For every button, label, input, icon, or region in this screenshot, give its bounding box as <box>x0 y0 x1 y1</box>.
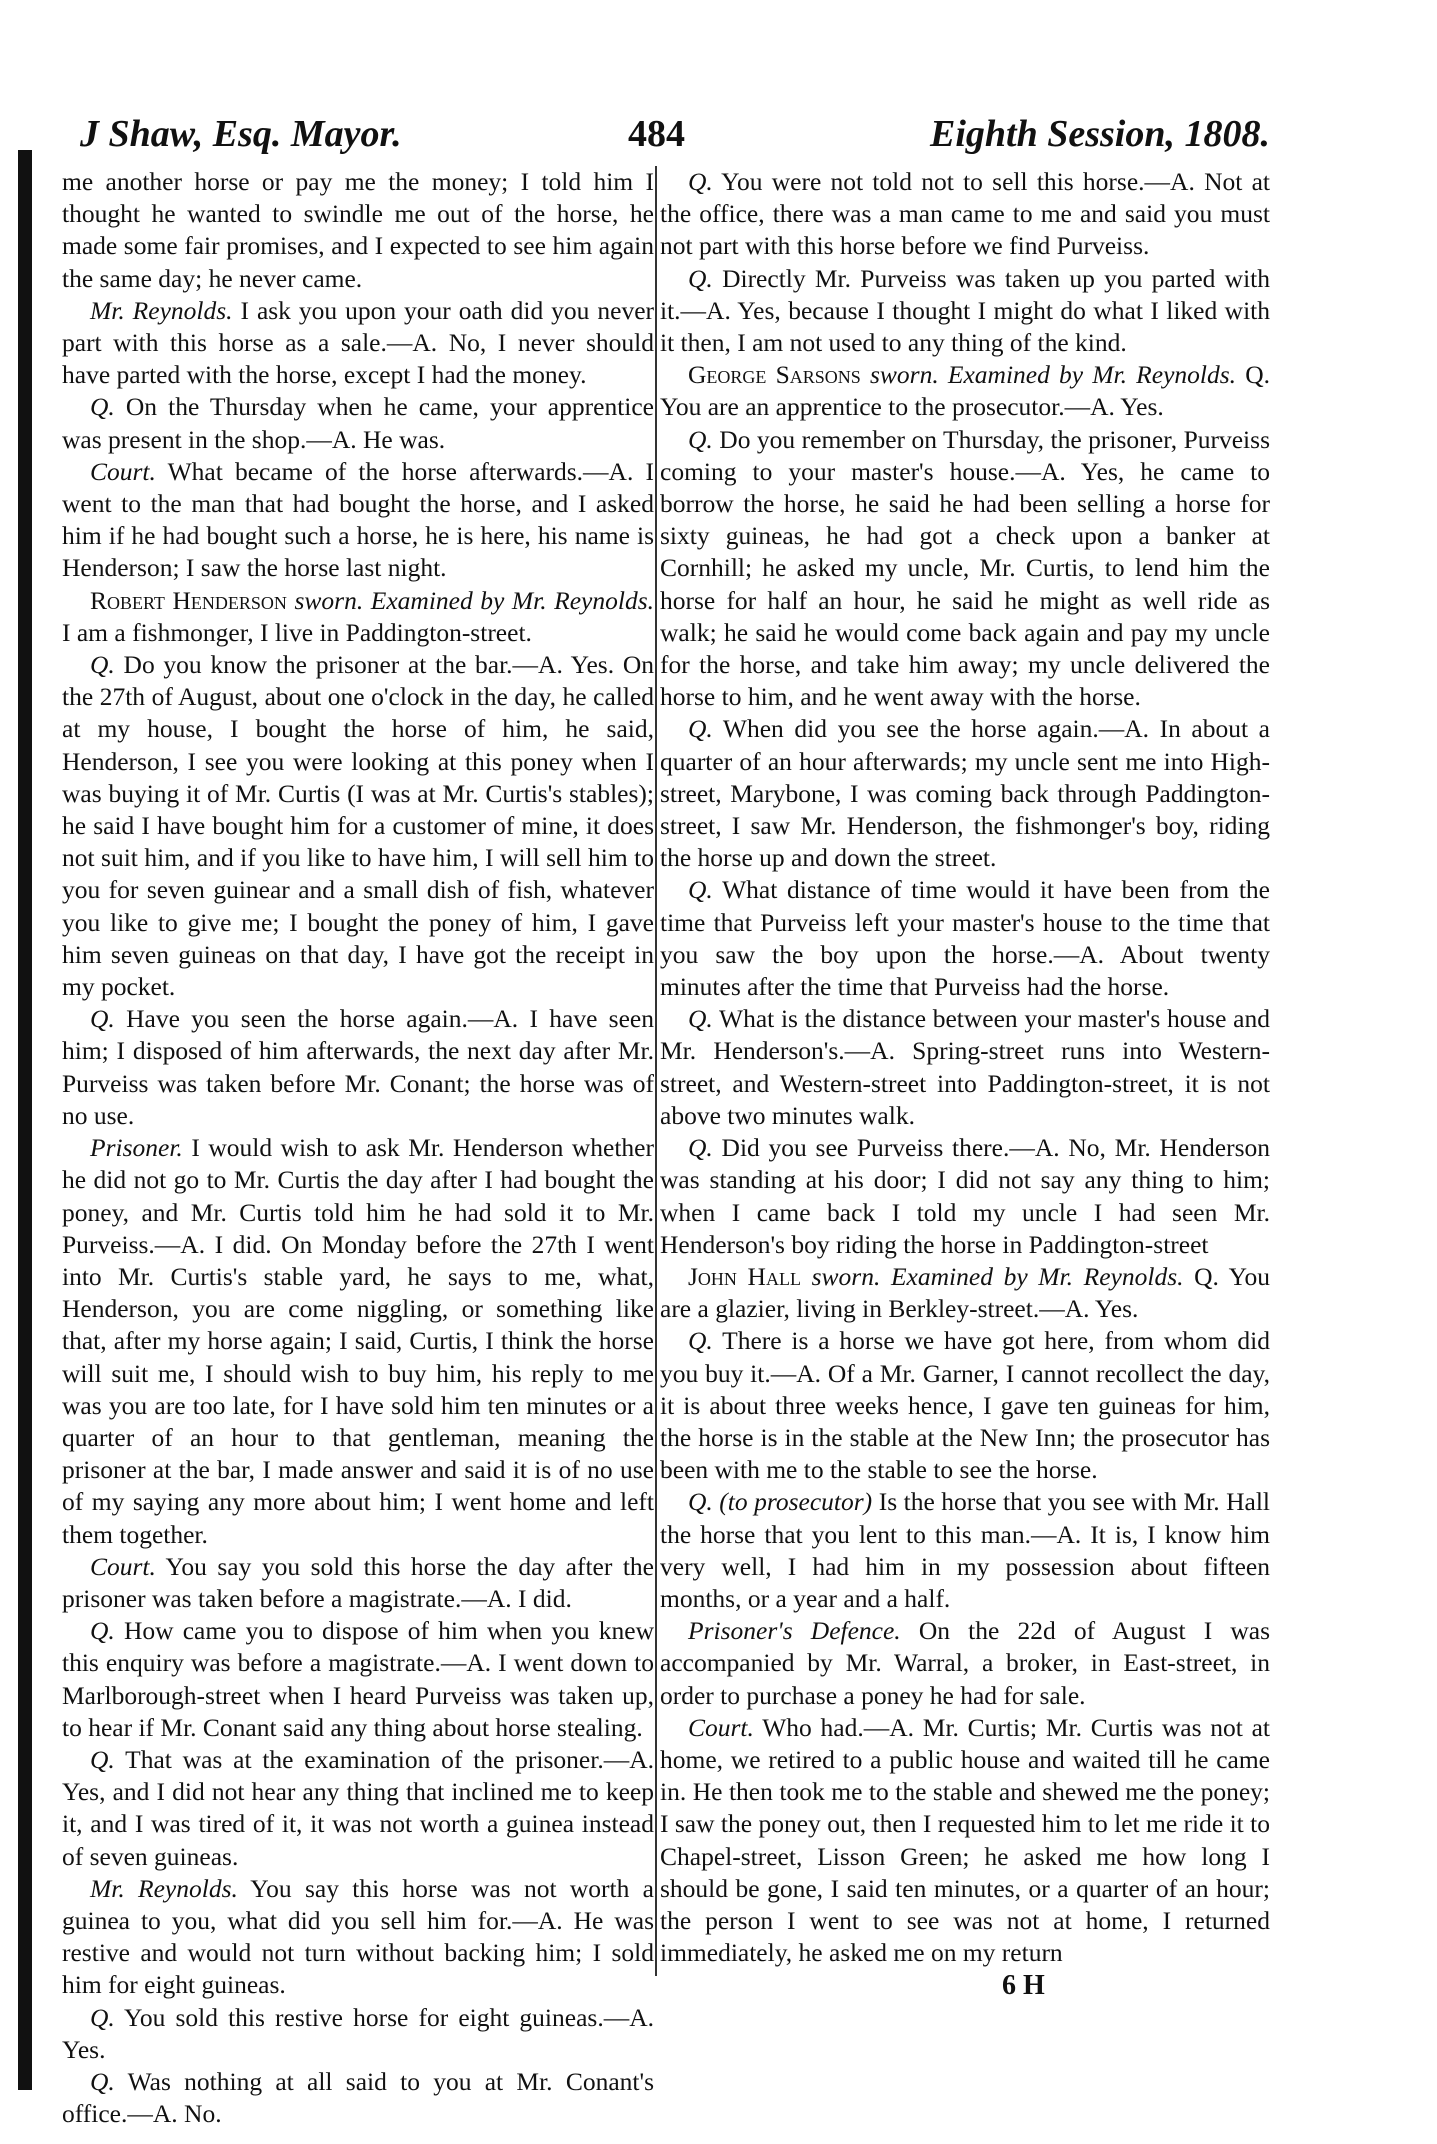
speaker-label: Q. <box>90 1744 115 1774</box>
speaker-label: Q. <box>688 1133 713 1163</box>
sworn-label: sworn. <box>860 360 939 390</box>
paragraph-text: Directly Mr. Purveiss was taken up you parted with it.—A. Yes, because I thought I might do what I liked with it then, I am not used to any thing of the kind. <box>660 263 1270 358</box>
left-column <box>62 166 654 2130</box>
speaker-label: Q. <box>688 263 713 293</box>
running-header <box>80 112 1270 162</box>
paragraph <box>62 391 654 455</box>
speaker-label: Q. <box>90 2002 115 2032</box>
signature-mark: 6 H <box>1002 1970 1045 2001</box>
paragraph <box>62 2002 654 2066</box>
paragraph-text: There is a horse we have got here, from whom did you buy it.—A. Of a Mr. Garner, I cannot recollect the day, it is about three weeks hence, I gave ten guineas for him, the horse is in the stable at the New Inn; the prosecutor has been with me to the stable to see the horse. <box>660 1326 1270 1485</box>
paragraph <box>62 1873 654 2002</box>
paragraph-text: I am a fishmonger, I live in Paddington-street. <box>62 617 532 647</box>
paragraph <box>660 874 1270 1003</box>
paragraph-text: Do you remember on Thursday, the prisoner, Purveiss coming to your master's house.—A. Yes, he came to borrow the horse, he said he had been selling a horse for sixty guineas, he had got a check upon a banker at Cornhill; he asked my uncle, Mr. Curtis, to lend him the horse for half an hour, he said he might as well ride as walk; he said he would come back again and pay my uncle for the horse, and take him away; my uncle delivered the horse to him, and he went away with the horse. <box>660 424 1270 712</box>
speaker-label: Q. <box>688 424 713 454</box>
paragraph-text: You sold this restive horse for eight guineas.—A. Yes. <box>62 2002 654 2064</box>
paragraph <box>660 1132 1270 1261</box>
paragraph <box>62 456 654 585</box>
paragraph-text: Do you know the prisoner at the bar.—A. Yes. On the 27th of August, about one o'clock in the day, he called at my house, I bought the horse of him, he said, Henderson, I see you were looking at this poney when I was buying it of Mr. Curtis (I was at Mr. Curtis's stables); he said I have bought him for a customer of mine, it does not suit him, and if you like to have him, I will sell him to you for seven guinear and a small dish of fish, whatever you like to give me; I bought the poney of him, I gave him seven guineas on that day, I have got the receipt in my pocket. <box>62 650 654 1002</box>
examined-by: Examined by Mr. Reynolds. <box>880 1261 1184 1291</box>
paragraph <box>660 1486 1270 1615</box>
paragraph-text: Is the horse that you see with Mr. Hall the horse that you lent to this man.—A. It is, I know him very well, I had him in my possession about fifteen months, or a year and a half. <box>660 1487 1270 1613</box>
speaker-label: Q. <box>688 1004 713 1034</box>
speaker-label: Q. (to prosecutor) <box>688 1487 873 1517</box>
paragraph-text: Q. You are a glazier, living in Berkley-street.—A. Yes. <box>660 1261 1270 1324</box>
column-divider <box>655 166 657 1976</box>
header-right: Eighth Session, 1808. <box>930 113 1270 155</box>
sworn-label: sworn. <box>286 585 364 615</box>
witness-name: George Sarsons <box>688 360 861 390</box>
speaker-label: Prisoner. <box>90 1133 183 1163</box>
paragraph-text: me another horse or pay me the money; I told him I thought he wanted to swindle me out of the horse, he made some fair promises, and I expected to see him again the same day; he never came. <box>62 167 654 293</box>
paragraph-text: What became of the horse afterwards.—A. I went to the man that had bought the horse, and I asked him if he had bought such a horse, he is here, his name is Henderson; I saw the horse last night. <box>62 456 654 583</box>
paragraph <box>62 1003 654 1132</box>
paragraph-text: Was nothing at all said to you at Mr. Conant's office.—A. No. <box>62 2066 654 2129</box>
speaker-label: Court. <box>90 456 156 486</box>
speaker-label: Q. <box>90 650 115 680</box>
sworn-label: sworn. <box>800 1261 881 1291</box>
paragraph <box>62 2066 654 2130</box>
speaker-label: Q. <box>688 714 713 744</box>
paragraph-text: On the Thursday when he came, your apprentice was present in the shop.—A. He was. <box>62 392 654 454</box>
paragraph-text: How came you to dispose of him when you knew this enquiry was before a magistrate.—A. I went down to Marlborough-street when I heard Purveiss was taken up, to hear if Mr. Conant said any thing about horse stealing. <box>62 1616 654 1742</box>
paragraph-text: Q. You are an apprentice to the prosecutor.—A. Yes. <box>660 360 1271 422</box>
speaker-label: Q. <box>90 2066 115 2096</box>
paragraph-text: Who had.—A. Mr. Curtis; Mr. Curtis was not at home, we retired to a public house and waited till he came in. He then took me to the stable and shewed me the poney; I saw the poney out, then I requested him to let me ride it to Chapel-street, Lisson Green; he asked me how long I should be gone, I said ten minutes, or a quarter of an hour; the person I went to see was not at home, I returned immediately, he asked me on my return <box>660 1712 1270 1968</box>
paragraph-text: You were not told not to sell this horse.—A. Not at the office, there was a man came to me and said you must not part with this horse before we find Purveiss. <box>660 167 1270 261</box>
speaker-label: Q. <box>688 1326 713 1356</box>
paragraph <box>660 713 1270 874</box>
paragraph <box>660 359 1270 423</box>
paragraph-text: When did you see the horse again.—A. In about a quarter of an hour afterwards; my uncle sent me into High-street, Marybone, I was coming back through Paddington-street, I saw Mr. Henderson, the fishmonger's boy, riding the horse up and down the street. <box>660 714 1270 873</box>
right-column <box>660 166 1270 1969</box>
speaker-label: Court. <box>688 1712 754 1742</box>
paragraph-text: Have you seen the horse again.—A. I have seen him; I disposed of him afterwards, the next day after Mr. Purveiss was taken before Mr. Conant; the horse was of no use. <box>62 1004 654 1130</box>
paragraph-text: You say you sold this horse the day after the prisoner was taken before a magistrate.—A. I did. <box>62 1551 654 1613</box>
witness-name: John Hall <box>688 1261 801 1291</box>
paragraph <box>62 1744 654 1873</box>
paragraph <box>660 1615 1270 1712</box>
paragraph <box>660 166 1270 263</box>
speaker-label: Q. <box>90 1616 115 1646</box>
paragraph <box>62 1132 654 1551</box>
paragraph-text: I ask you upon your oath did you never part with this horse as a sale.—A. No, I never should have parted with the horse, except I had the money. <box>62 295 655 390</box>
speaker-label: Mr. Reynolds. <box>90 1873 238 1903</box>
paragraph <box>62 649 654 1003</box>
paragraph <box>62 585 654 649</box>
paragraph <box>660 263 1270 360</box>
paragraph <box>62 1615 654 1744</box>
examined-by: Examined by Mr. Reynolds. <box>938 360 1237 390</box>
paragraph <box>660 1261 1270 1325</box>
examined-by: Examined by Mr. Reynolds. <box>363 585 655 615</box>
paragraph <box>62 295 654 392</box>
paragraph <box>660 1712 1270 1970</box>
speaker-label: Court. <box>90 1551 156 1581</box>
paragraph <box>660 424 1270 714</box>
paragraph <box>660 1003 1270 1132</box>
paragraph-text: What distance of time would it have been from the time that Purveiss left your master's house to the time that you saw the boy upon the horse.—A. About twenty minutes after the time that Purveiss had the horse. <box>660 875 1270 1002</box>
witness-name: Robert Henderson <box>90 585 287 615</box>
speaker-label: Q. <box>688 875 713 905</box>
speaker-label: Q. <box>90 1004 115 1034</box>
binding-edge <box>18 150 32 2090</box>
paragraph-text: You say this horse was not worth a guinea to you, what did you sell him for.—A. He was restive and would not turn without backing him; I sold him for eight guineas. <box>62 1873 654 2000</box>
paragraph <box>62 1551 654 1615</box>
paragraph-text: That was at the examination of the prisoner.—A. Yes, and I did not hear any thing that inclined me to keep it, and I was tired of it, it was not worth a guinea instead of seven guineas. <box>62 1744 654 1871</box>
speaker-label: Prisoner's Defence. <box>688 1616 901 1646</box>
paragraph-text: What is the distance between your master's house and Mr. Henderson's.—A. Spring-street runs into Western-street, and Western-street into Paddington-street, it is not above two minutes walk. <box>660 1004 1270 1130</box>
paragraph-text: On the 22d of August I was accompanied by Mr. Warral, a broker, in East-street, in order to purchase a poney he had for sale. <box>660 1616 1270 1710</box>
paragraph <box>62 166 654 295</box>
speaker-label: Q. <box>688 167 713 196</box>
paragraph-text: Did you see Purveiss there.—A. No, Mr. Henderson was standing at his door; I did not say any thing to him; when I came back I told my uncle I had seen Mr. Henderson's boy riding the horse in Paddington-street <box>660 1133 1270 1259</box>
page-number: 484 <box>628 113 685 155</box>
speaker-label: Q. <box>90 392 115 422</box>
paragraph <box>660 1325 1270 1486</box>
header-left: J Shaw, Esq. Mayor. <box>80 113 402 155</box>
speaker-label: Mr. Reynolds. <box>90 295 233 325</box>
paragraph-text: I would wish to ask Mr. Henderson whether he did not go to Mr. Curtis the day after I had bought the poney, and Mr. Curtis told him he had sold it to Mr. Purveiss.—A. I did. On Monday before the 27th I went into Mr. Curtis's stable yard, he says to me, what, Henderson, you are come niggling, or something like that, after my horse again; I said, Curtis, I think the horse will suit me, I should wish to buy him, his reply to me was you are too late, for I have sold him ten minutes or a quarter of an hour to that gentleman, meaning the prisoner at the bar, I made answer and said it is of no use of my saying any more about him; I went home and left them together. <box>62 1133 654 1549</box>
